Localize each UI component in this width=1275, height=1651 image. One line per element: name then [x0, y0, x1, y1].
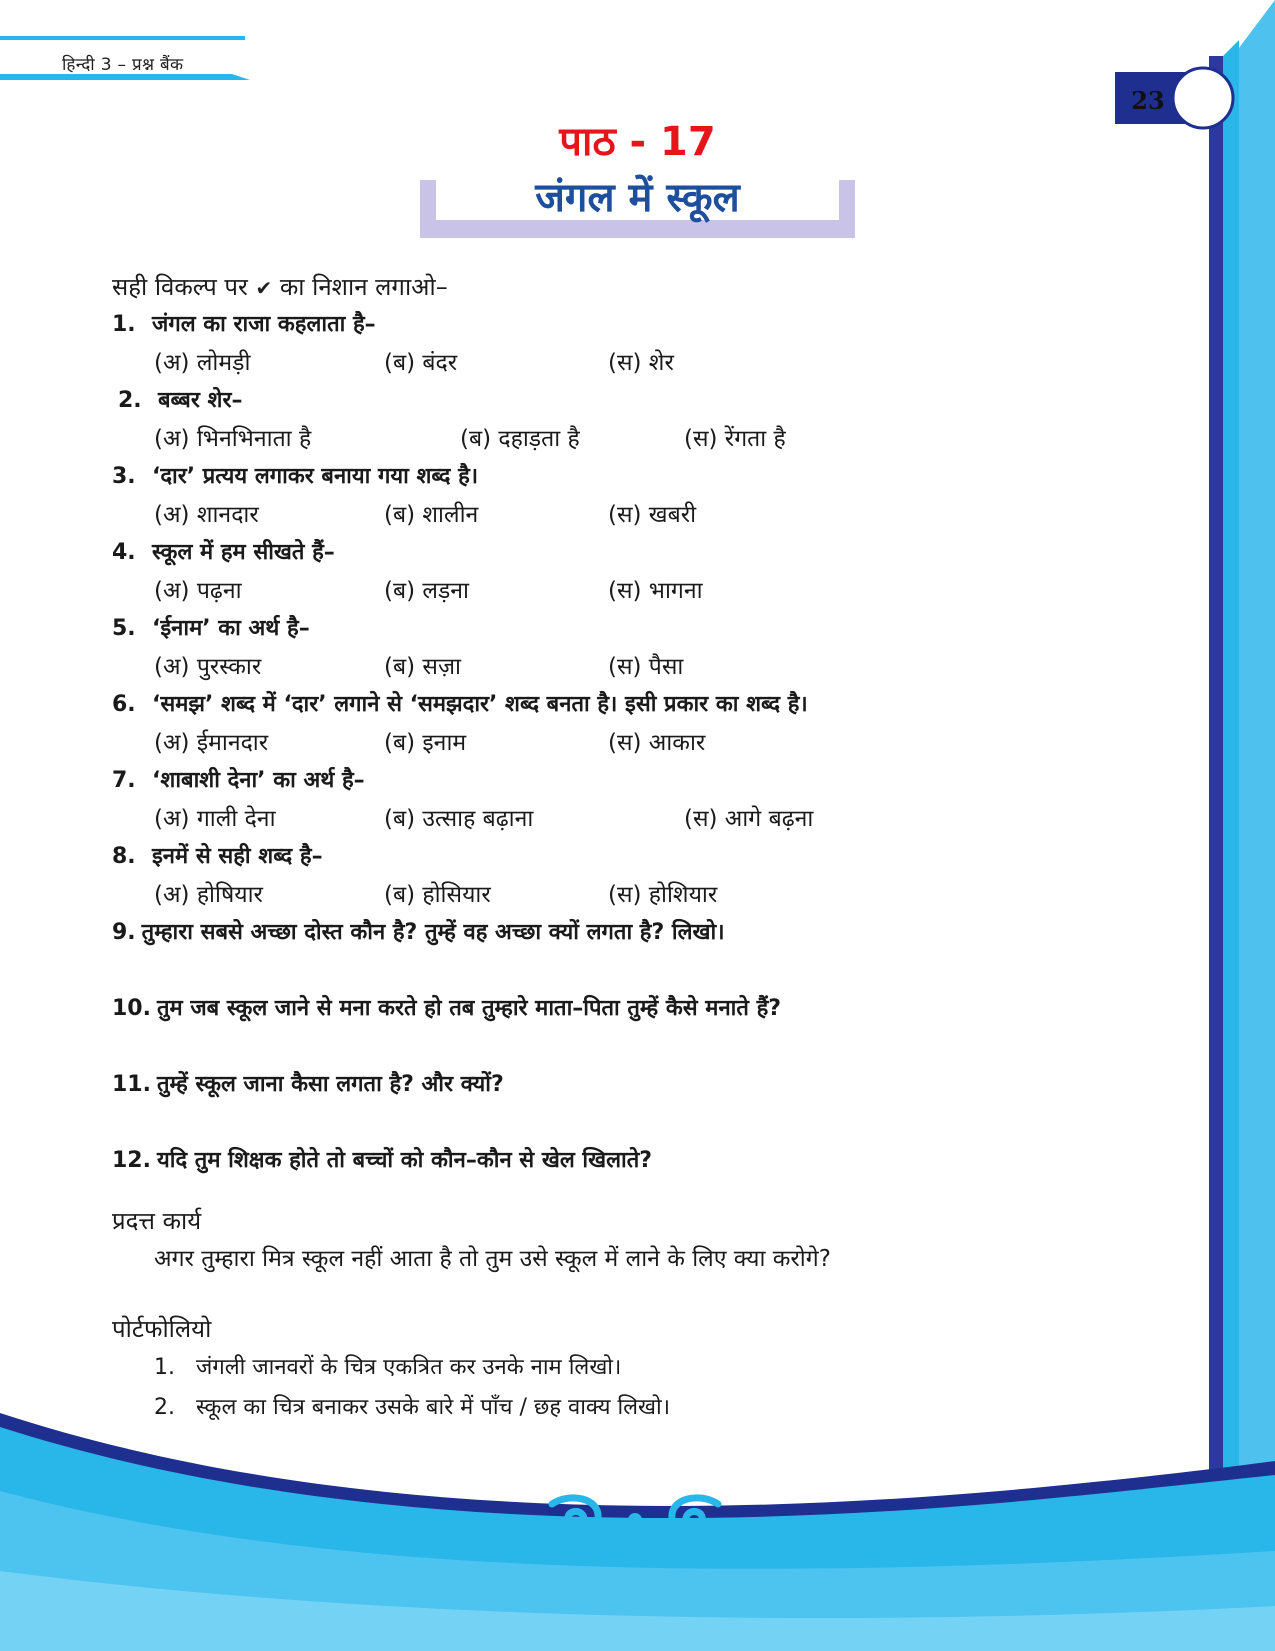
lesson-number: पाठ - 17 — [559, 119, 716, 165]
question-11: 11. तुम्हें स्कूल जाना कैसा लगता है? और क्यों? — [112, 1072, 504, 1097]
ornament-icon — [540, 1490, 730, 1540]
portfolio-heading: पोर्टफोलियो — [112, 1315, 212, 1343]
options-2 — [112, 420, 1072, 458]
question-5: 5. ‘ईनाम’ का अर्थ है– — [112, 616, 310, 641]
question-9: 9. तुम्हारा सबसे अच्छा दोस्त कौन है? तुम्हें वह अच्छा क्यों लगता है? लिखो। — [112, 920, 725, 945]
option[interactable]: (ब) दहाड़ता है — [460, 426, 580, 452]
option[interactable]: (स) रेंगता है — [684, 426, 786, 452]
options-8 — [112, 876, 1072, 914]
option[interactable]: (स) पैसा — [608, 654, 684, 680]
worksheet-content — [112, 268, 1072, 1428]
option[interactable]: (अ) ईमानदार — [154, 730, 269, 756]
checkmark-icon: ✔ — [255, 276, 273, 300]
lesson-title: जंगल में स्कूल — [535, 175, 740, 221]
option[interactable]: (ब) बंदर — [384, 350, 458, 376]
option[interactable]: (अ) भिनभिनाता है — [154, 426, 312, 452]
option[interactable]: (ब) लड़ना — [384, 578, 470, 604]
list-item: 1. जंगली जानवरों के चित्र एकत्रित कर उनके नाम लिखो। — [154, 1355, 622, 1380]
option[interactable]: (ब) सज़ा — [384, 654, 461, 680]
options-5 — [112, 648, 1072, 686]
option[interactable]: (अ) लोमड़ी — [154, 350, 251, 376]
option[interactable]: (अ) होषियार — [154, 882, 263, 908]
question-12: 12. यदि तुम शिक्षक होते तो बच्चों को कौन–कौन से खेल खिलाते? — [112, 1148, 653, 1173]
instruction: सही विकल्प पर ✔ का निशान लगाओ– — [112, 273, 448, 301]
header-strip — [0, 0, 260, 90]
page-number: 23 — [1131, 86, 1165, 115]
option[interactable]: (ब) उत्साह बढ़ाना — [384, 806, 534, 832]
portfolio-list — [112, 1348, 1072, 1428]
question-10: 10. तुम जब स्कूल जाने से मना करते हो तब तुम्हारे माता–पिता तुम्हें कैसे मनाते हैं? — [112, 996, 782, 1021]
option[interactable]: (अ) पढ़ना — [154, 578, 242, 604]
option[interactable]: (अ) शानदार — [154, 502, 259, 528]
option[interactable]: (स) खबरी — [608, 502, 697, 528]
option[interactable]: (ब) शालीन — [384, 502, 479, 528]
question-8: 8. इनमें से सही शब्द है– — [112, 844, 323, 869]
option[interactable]: (स) भागना — [608, 578, 703, 604]
assignment-heading: प्रदत्त कार्य — [112, 1207, 202, 1235]
question-1: 1. जंगल का राजा कहलाता है– — [112, 312, 376, 337]
options-4 — [112, 572, 1072, 610]
question-6: 6. ‘समझ’ शब्द में ‘दार’ लगाने से ‘समझदार’ शब्द बनता है। इसी प्रकार का शब्द है। — [112, 692, 808, 717]
option[interactable]: (ब) होसियार — [384, 882, 491, 908]
option[interactable]: (अ) गाली देना — [154, 806, 276, 832]
option[interactable]: (स) आकार — [608, 730, 706, 756]
question-3: 3. ‘दार’ प्रत्यय लगाकर बनाया गया शब्द है। — [112, 464, 479, 489]
option[interactable]: (स) आगे बढ़ना — [684, 806, 814, 832]
option[interactable]: (अ) पुरस्कार — [154, 654, 262, 680]
book-title: हिन्दी 3 – प्रश्न बैंक — [62, 55, 184, 75]
option[interactable]: (स) होशियार — [608, 882, 718, 908]
question-7: 7. ‘शाबाशी देना’ का अर्थ है– — [112, 768, 365, 793]
options-6 — [112, 724, 1072, 762]
options-1 — [112, 344, 1072, 382]
list-item: 2. स्कूल का चित्र बनाकर उसके बारे में पाँच / छह वाक्य लिखो। — [154, 1395, 671, 1420]
option[interactable]: (स) शेर — [608, 350, 674, 376]
question-4: 4. स्कूल में हम सीखते हैं– — [112, 540, 335, 565]
assignment-text: अगर तुम्हारा मित्र स्कूल नहीं आता है तो तुम उसे स्कूल में लाने के लिए क्या करोगे? — [154, 1246, 831, 1272]
question-2: 2. बब्बर शेर– — [118, 388, 243, 413]
option[interactable]: (ब) इनाम — [384, 730, 467, 756]
options-3 — [112, 496, 1072, 534]
options-7 — [112, 800, 1072, 838]
